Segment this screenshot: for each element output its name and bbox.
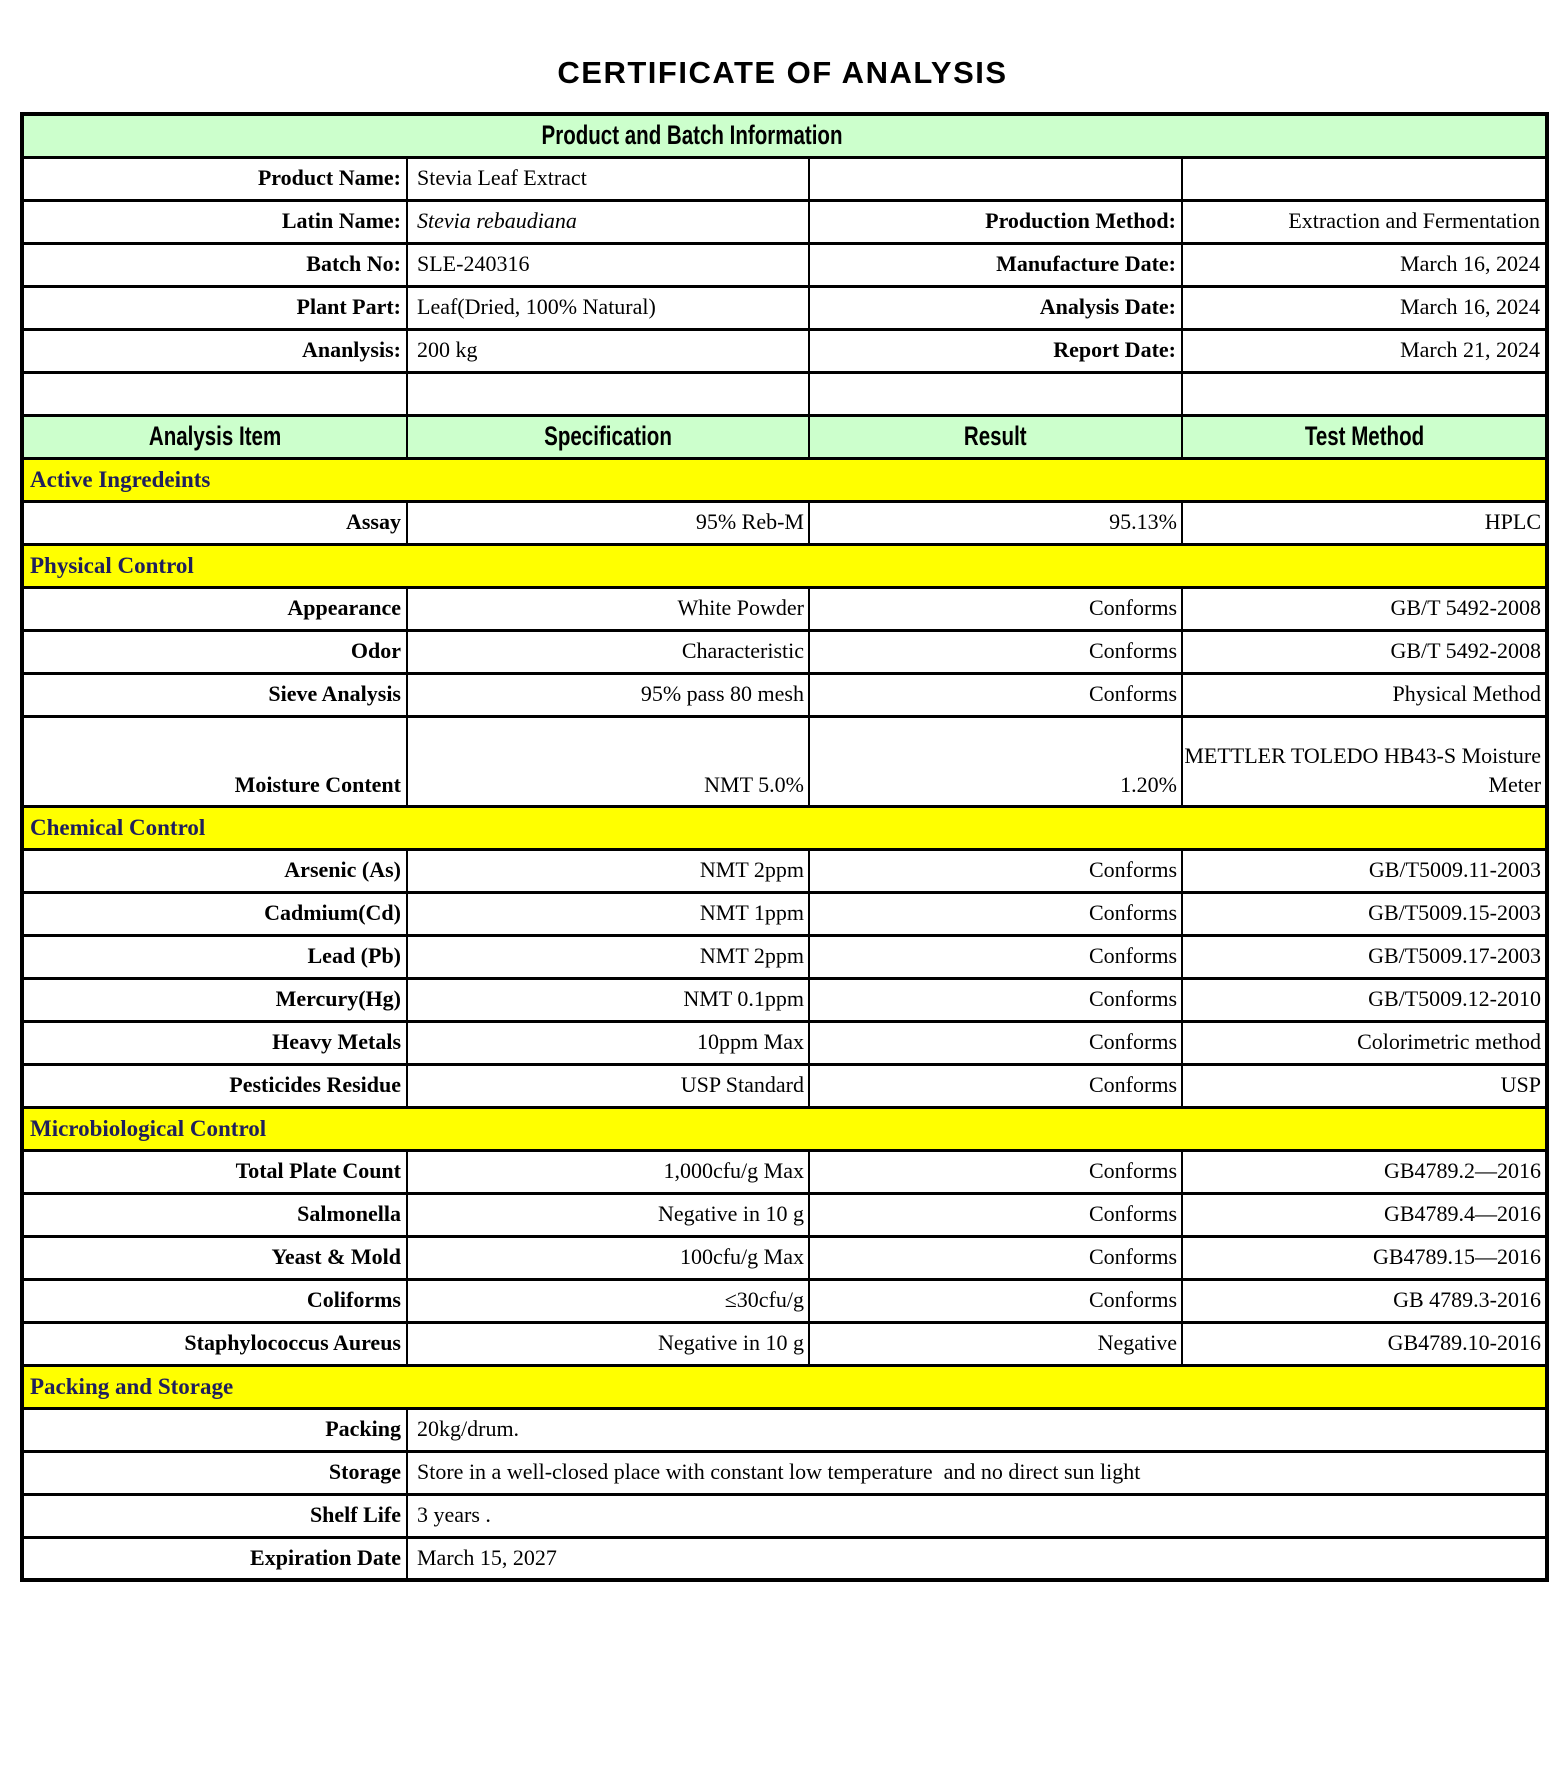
table-row (22, 1150, 1547, 1193)
column-header-text: Specification (544, 420, 672, 451)
result-cell: Conforms (809, 1193, 1182, 1236)
table-row (22, 892, 1547, 935)
packing-value: 3 years . (407, 1494, 1547, 1537)
analysis-item-cell: Mercury(Hg) (22, 978, 407, 1021)
table-row (22, 849, 1547, 892)
analysis-item-cell: Staphylococcus Aureus (22, 1322, 407, 1365)
table-row (22, 286, 1547, 329)
method-cell: GB/T5009.12-2010 (1182, 978, 1547, 1021)
analysis-item-cell: Coliforms (22, 1279, 407, 1322)
packing-label: Shelf Life (22, 1494, 407, 1537)
method-cell: GB/T 5492-2008 (1182, 630, 1547, 673)
result-cell: Conforms (809, 673, 1182, 716)
table-row (22, 1322, 1547, 1365)
spec-cell: 10ppm Max (407, 1021, 809, 1064)
result-cell: Conforms (809, 978, 1182, 1021)
table-row (22, 372, 1547, 415)
info-label: Product Name: (22, 157, 407, 200)
empty-cell (407, 372, 809, 415)
result-cell: Conforms (809, 1021, 1182, 1064)
info-value: March 16, 2024 (1182, 243, 1547, 286)
packing-value: 20kg/drum. (407, 1408, 1547, 1451)
section-header-packing-storage: Packing and Storage (22, 1365, 1547, 1408)
table-row (22, 200, 1547, 243)
analysis-item-cell: Heavy Metals (22, 1021, 407, 1064)
table-row (22, 243, 1547, 286)
section-row (22, 806, 1547, 849)
spec-cell: Negative in 10 g (407, 1322, 809, 1365)
spec-cell: 95% Reb-M (407, 501, 809, 544)
table-row (22, 587, 1547, 630)
method-cell: USP (1182, 1064, 1547, 1107)
table-row (22, 978, 1547, 1021)
column-header-row (22, 415, 1547, 458)
packing-label: Storage (22, 1451, 407, 1494)
analysis-item-cell: Lead (Pb) (22, 935, 407, 978)
table-row (22, 501, 1547, 544)
analysis-item-cell: Salmonella (22, 1193, 407, 1236)
column-header-test-method (1182, 415, 1547, 458)
analysis-item-cell: Yeast & Mold (22, 1236, 407, 1279)
spec-cell: NMT 5.0% (407, 716, 809, 806)
method-cell: Physical Method (1182, 673, 1547, 716)
empty-cell (22, 372, 407, 415)
column-header-text: Result (964, 420, 1027, 451)
analysis-item-cell: Total Plate Count (22, 1150, 407, 1193)
section-header-active-ingredients: Active Ingredeints (22, 458, 1547, 501)
result-cell: 1.20% (809, 716, 1182, 806)
spec-cell: NMT 1ppm (407, 892, 809, 935)
info-value: March 21, 2024 (1182, 329, 1547, 372)
result-cell: Conforms (809, 587, 1182, 630)
info-value: 200 kg (407, 329, 809, 372)
spec-cell: 100cfu/g Max (407, 1236, 809, 1279)
method-cell: Colorimetric method (1182, 1021, 1547, 1064)
info-value: Stevia rebaudiana (407, 200, 809, 243)
coa-table (20, 112, 1549, 1582)
method-cell: GB4789.15—2016 (1182, 1236, 1547, 1279)
spec-cell: 1,000cfu/g Max (407, 1150, 809, 1193)
analysis-item-cell: Moisture Content (22, 716, 407, 806)
info-label: Manufacture Date: (809, 243, 1182, 286)
info-section-header-text: Product and Batch Information (541, 120, 843, 151)
info-label: Analysis Date: (809, 286, 1182, 329)
info-value: Extraction and Fermentation (1182, 200, 1547, 243)
table-row (22, 1064, 1547, 1107)
table-row (22, 157, 1547, 200)
table-row (22, 329, 1547, 372)
analysis-item-cell: Cadmium(Cd) (22, 892, 407, 935)
info-value: Leaf(Dried, 100% Natural) (407, 286, 809, 329)
result-cell: Conforms (809, 1236, 1182, 1279)
table-row (22, 1408, 1547, 1451)
method-cell: GB4789.4—2016 (1182, 1193, 1547, 1236)
section-row (22, 458, 1547, 501)
table-row (22, 630, 1547, 673)
result-cell: Conforms (809, 1150, 1182, 1193)
table-row (22, 1193, 1547, 1236)
info-value: SLE-240316 (407, 243, 809, 286)
table-row (22, 1494, 1547, 1537)
result-cell: 95.13% (809, 501, 1182, 544)
result-cell: Conforms (809, 1064, 1182, 1107)
info-label: Plant Part: (22, 286, 407, 329)
packing-value: Store in a well-closed place with constant low temperature and no direct sun light (407, 1451, 1547, 1494)
analysis-item-cell: Arsenic (As) (22, 849, 407, 892)
spec-cell: USP Standard (407, 1064, 809, 1107)
method-cell: GB4789.2—2016 (1182, 1150, 1547, 1193)
table-row (22, 716, 1547, 806)
column-header-text: Test Method (1304, 420, 1424, 451)
spec-cell: NMT 2ppm (407, 935, 809, 978)
method-cell: GB/T5009.15-2003 (1182, 892, 1547, 935)
column-header-analysis-item (22, 415, 407, 458)
result-cell: Conforms (809, 849, 1182, 892)
result-cell: Conforms (809, 630, 1182, 673)
analysis-item-cell: Assay (22, 501, 407, 544)
spec-cell: NMT 2ppm (407, 849, 809, 892)
method-cell: METTLER TOLEDO HB43-S Moisture Meter (1182, 716, 1547, 806)
section-row (22, 1107, 1547, 1150)
analysis-item-cell: Appearance (22, 587, 407, 630)
info-label: Ananlysis: (22, 329, 407, 372)
empty-cell (1182, 157, 1547, 200)
method-cell: HPLC (1182, 501, 1547, 544)
method-cell: GB/T5009.17-2003 (1182, 935, 1547, 978)
section-header-physical-control: Physical Control (22, 544, 1547, 587)
table-row (22, 673, 1547, 716)
info-value: Stevia Leaf Extract (407, 157, 809, 200)
method-cell: GB/T 5492-2008 (1182, 587, 1547, 630)
info-label: Production Method: (809, 200, 1182, 243)
section-row (22, 544, 1547, 587)
info-label: Latin Name: (22, 200, 407, 243)
spec-cell: 95% pass 80 mesh (407, 673, 809, 716)
empty-cell (809, 157, 1182, 200)
packing-value: March 15, 2027 (407, 1537, 1547, 1580)
analysis-item-cell: Pesticides Residue (22, 1064, 407, 1107)
spec-cell: NMT 0.1ppm (407, 978, 809, 1021)
info-label: Batch No: (22, 243, 407, 286)
method-cell: GB 4789.3-2016 (1182, 1279, 1547, 1322)
table-row (22, 1236, 1547, 1279)
table-row (22, 114, 1547, 157)
result-cell: Conforms (809, 1279, 1182, 1322)
method-cell: GB4789.10-2016 (1182, 1322, 1547, 1365)
spec-cell: Characteristic (407, 630, 809, 673)
document-title: CERTIFICATE OF ANALYSIS (557, 55, 1008, 90)
column-header-text: Analysis Item (148, 420, 282, 451)
spec-cell: ≤30cfu/g (407, 1279, 809, 1322)
column-header-result (809, 415, 1182, 458)
analysis-item-cell: Sieve Analysis (22, 673, 407, 716)
empty-cell (1182, 372, 1547, 415)
section-row (22, 1365, 1547, 1408)
section-header-microbiological-control: Microbiological Control (22, 1107, 1547, 1150)
empty-cell (809, 372, 1182, 415)
table-row (22, 1537, 1547, 1580)
spec-cell: White Powder (407, 587, 809, 630)
analysis-item-cell: Odor (22, 630, 407, 673)
table-row (22, 1451, 1547, 1494)
info-section-header (22, 114, 1547, 157)
info-label: Report Date: (809, 329, 1182, 372)
section-header-chemical-control: Chemical Control (22, 806, 1547, 849)
info-value: March 16, 2024 (1182, 286, 1547, 329)
method-cell: GB/T5009.11-2003 (1182, 849, 1547, 892)
column-header-specification (407, 415, 809, 458)
result-cell: Conforms (809, 935, 1182, 978)
result-cell: Conforms (809, 892, 1182, 935)
packing-label: Expiration Date (22, 1537, 407, 1580)
packing-label: Packing (22, 1408, 407, 1451)
table-row (22, 1279, 1547, 1322)
table-row (22, 935, 1547, 978)
table-row (22, 1021, 1547, 1064)
result-cell: Negative (809, 1322, 1182, 1365)
spec-cell: Negative in 10 g (407, 1193, 809, 1236)
